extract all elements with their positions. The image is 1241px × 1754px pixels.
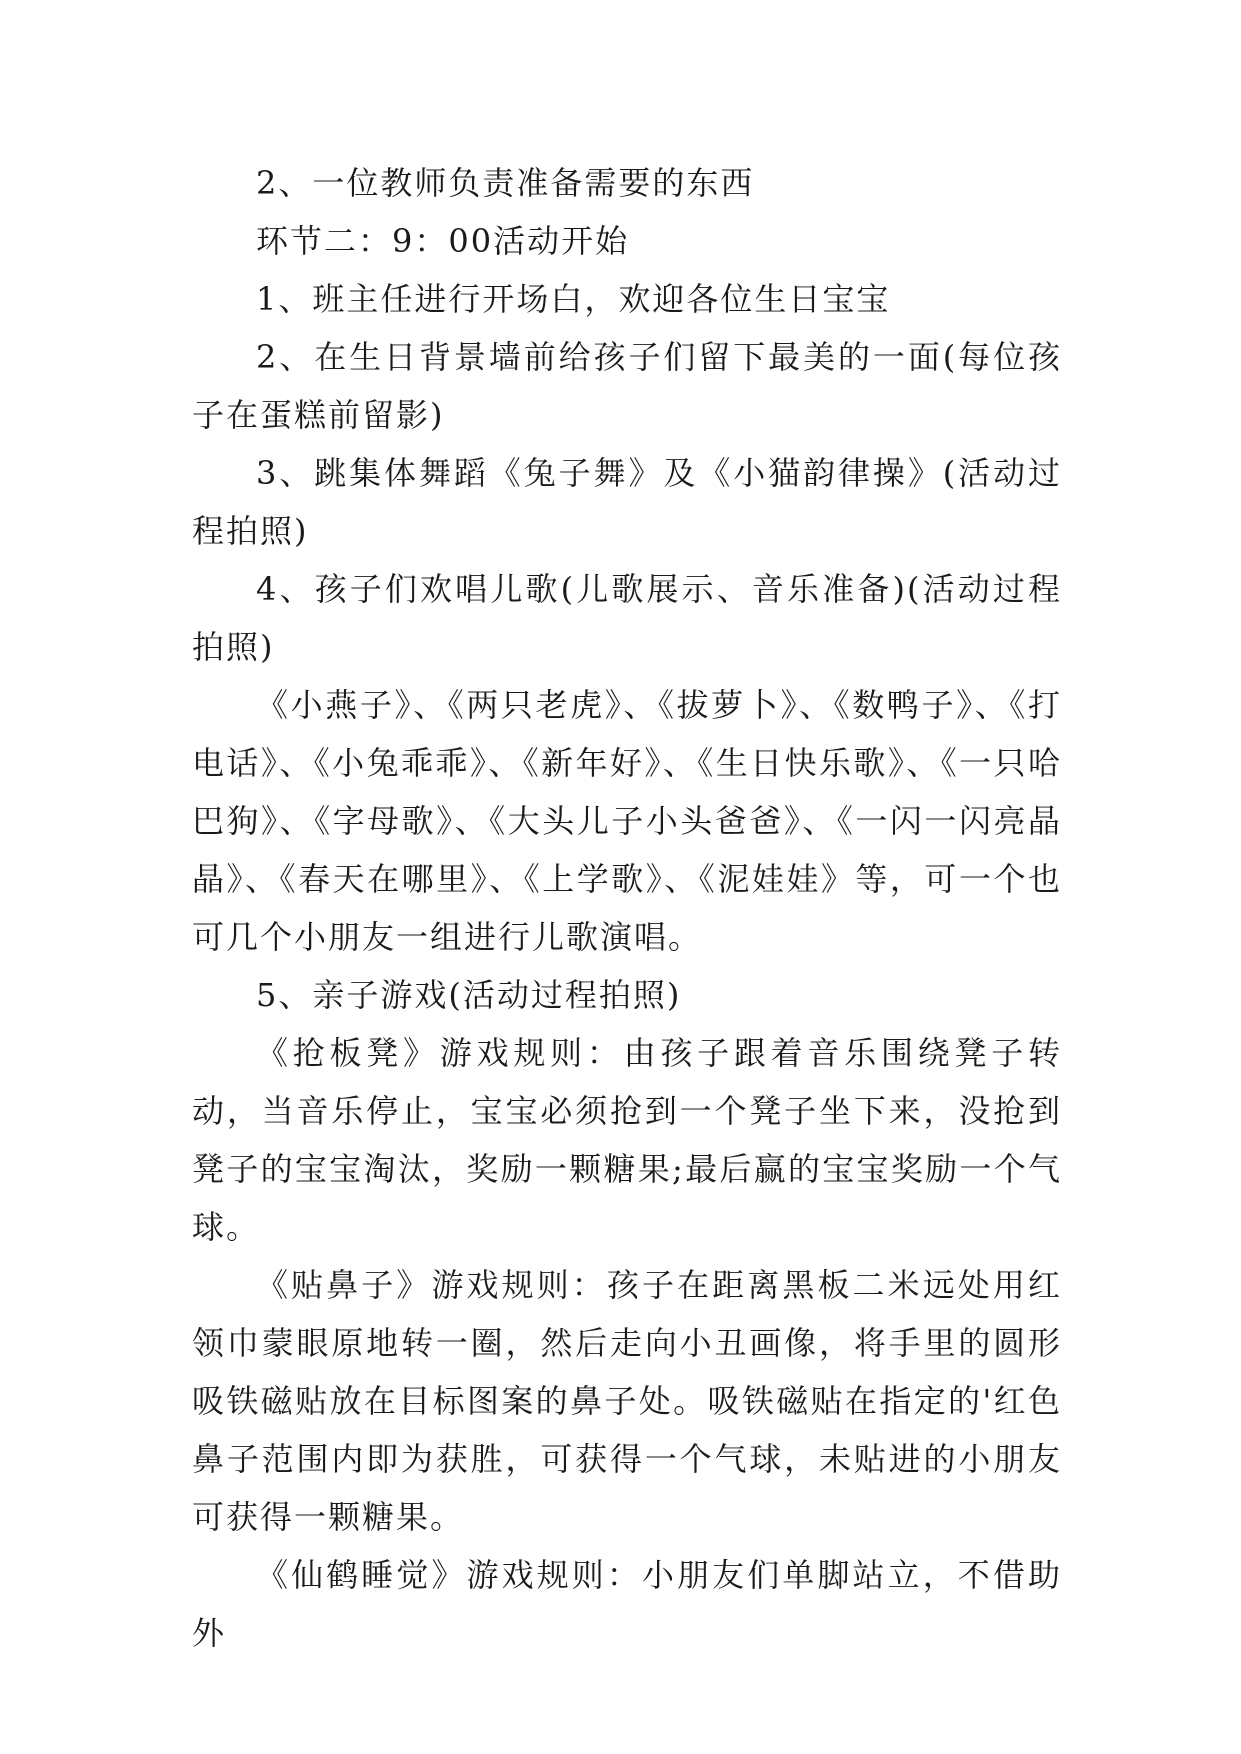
paragraph-section-two-heading: 环节二：9：00活动开始 <box>256 222 630 260</box>
paragraph-step-4-songs: 4、孩子们欢唱儿歌(儿歌展示、音乐准备)(活动过程拍照) <box>192 570 1062 666</box>
paragraph-step-5-games: 5、亲子游戏(活动过程拍照) <box>256 976 682 1014</box>
paragraph-game-crane-sleep: 《仙鹤睡觉》游戏规则：小朋友们单脚站立，不借助外 <box>192 1556 1062 1652</box>
paragraph-song-list: 《小燕子》、《两只老虎》、《拔萝卜》、《数鸭子》、《打电话》、《小兔乖乖》、《新年好》、《生日快乐歌》、《一只哈巴狗》、《字母歌》、《大头儿子小头爸爸》、《一闪一闪亮晶晶》、《春天在哪里》、《上学歌》、《泥娃娃》等，可一个也可几个小朋友一组进行儿歌演唱。 <box>192 686 1062 956</box>
paragraph-step-3-dance: 3、跳集体舞蹈《兔子舞》及《小猫韵律操》(活动过程拍照) <box>192 454 1062 550</box>
paragraph-step-1-opening: 1、班主任进行开场白，欢迎各位生日宝宝 <box>256 280 891 318</box>
paragraph-prep-item-2: 2、一位教师负责准备需要的东西 <box>256 164 755 202</box>
document-body <box>192 154 1062 1662</box>
paragraph-step-2-photo: 2、在生日背景墙前给孩子们留下最美的一面(每位孩子在蛋糕前留影) <box>192 338 1062 434</box>
paragraph-game-musical-chairs: 《抢板凳》游戏规则：由孩子跟着音乐围绕凳子转动，当音乐停止，宝宝必须抢到一个凳子坐下来，没抢到凳子的宝宝淘汰，奖励一颗糖果;最后赢的宝宝奖励一个气球。 <box>192 1034 1062 1246</box>
paragraph-game-stick-nose: 《贴鼻子》游戏规则：孩子在距离黑板二米远处用红领巾蒙眼原地转一圈，然后走向小丑画像，将手里的圆形吸铁磁贴放在目标图案的鼻子处。吸铁磁贴在指定的'红色鼻子范围内即为获胜，可获得一个气球，未贴进的小朋友可获得一颗糖果。 <box>192 1266 1062 1536</box>
